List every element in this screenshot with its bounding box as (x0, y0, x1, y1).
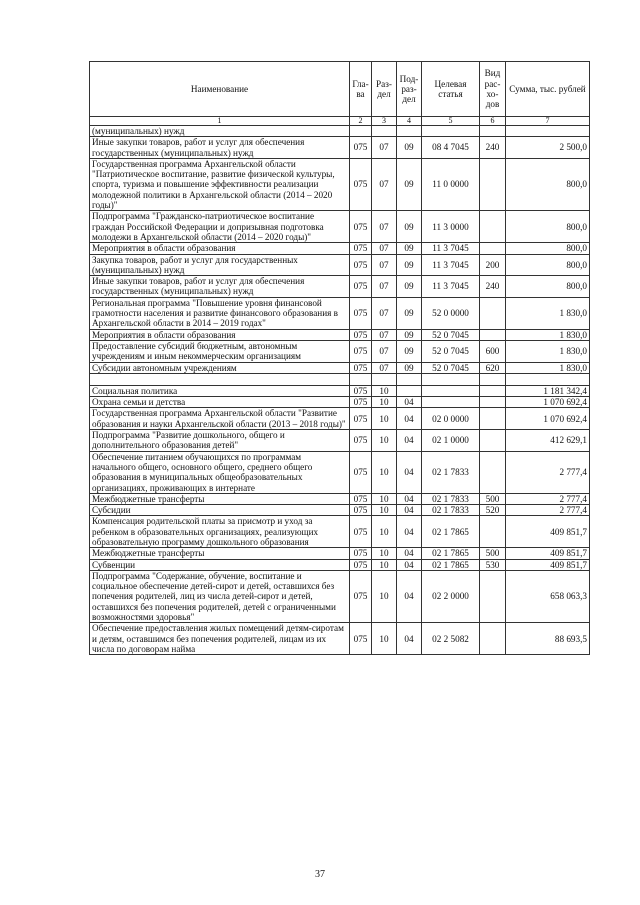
cell-razdel: 10 (372, 408, 397, 430)
cell-target: 02 1 7865 (422, 516, 480, 548)
cell-glava: 075 (350, 385, 372, 396)
cell-name: Подпрограмма "Развитие дошкольного, общего и дополнительного образования детей" (90, 430, 350, 452)
cell-sum: 1 070 692,4 (506, 397, 590, 408)
cell-name: Мероприятия в области образования (90, 329, 350, 340)
cell-glava: 075 (350, 451, 372, 493)
cell-target: 02 2 5082 (422, 623, 480, 655)
cell-vid (480, 297, 506, 329)
cell-razdel: 10 (372, 451, 397, 493)
table-row (90, 451, 590, 493)
cell-podrazdel: 04 (397, 559, 422, 570)
table-row (90, 548, 590, 559)
cell-name: Субсидии (90, 505, 350, 516)
cell-target: 02 1 7865 (422, 548, 480, 559)
cell-name: Социальная политика (90, 385, 350, 396)
table-row (90, 570, 590, 622)
cell-glava: 075 (350, 548, 372, 559)
cell-sum: 409 851,7 (506, 559, 590, 570)
cell-podrazdel: 09 (397, 276, 422, 298)
cell-razdel: 07 (372, 211, 397, 243)
cell-sum: 409 851,7 (506, 516, 590, 548)
column-number: 6 (480, 117, 506, 126)
cell-glava: 075 (350, 430, 372, 452)
table-row (90, 362, 590, 373)
cell-glava: 075 (350, 158, 372, 210)
cell-podrazdel: 04 (397, 548, 422, 559)
cell-name: Иные закупки товаров, работ и услуг для обеспечения государственных (муниципальных) нужд (90, 137, 350, 159)
cell-podrazdel (397, 126, 422, 137)
cell-podrazdel: 09 (397, 243, 422, 254)
cell-razdel: 10 (372, 559, 397, 570)
cell-glava: 075 (350, 340, 372, 362)
cell-sum (506, 373, 590, 385)
budget-table (89, 61, 590, 655)
cell-podrazdel: 04 (397, 430, 422, 452)
table-row (90, 493, 590, 504)
table-row (90, 623, 590, 655)
cell-sum: 88 693,5 (506, 623, 590, 655)
cell-podrazdel: 04 (397, 408, 422, 430)
table-row (90, 430, 590, 452)
cell-razdel: 07 (372, 362, 397, 373)
cell-podrazdel: 09 (397, 137, 422, 159)
cell-target: 08 4 7045 (422, 137, 480, 159)
table-row (90, 408, 590, 430)
cell-glava: 075 (350, 570, 372, 622)
table-row (90, 329, 590, 340)
cell-sum: 2 500,0 (506, 137, 590, 159)
cell-podrazdel: 09 (397, 362, 422, 373)
cell-razdel: 07 (372, 276, 397, 298)
header-razdel: Раз-дел (372, 62, 397, 117)
cell-razdel: 10 (372, 516, 397, 548)
cell-podrazdel: 04 (397, 623, 422, 655)
cell-razdel: 10 (372, 623, 397, 655)
cell-glava: 075 (350, 243, 372, 254)
cell-target: 11 3 7045 (422, 276, 480, 298)
cell-glava (350, 373, 372, 385)
cell-name: Государственная программа Архангельской области "Патриотическое воспитание, развитие физической культуры, спорта, туризма и повышение эффективности реализации молодежной политики в Архангельской области (2014 – 2020 годы)" (90, 158, 350, 210)
cell-razdel: 07 (372, 254, 397, 276)
page-number: 37 (315, 869, 325, 880)
cell-vid (480, 211, 506, 243)
cell-sum: 1 181 342,4 (506, 385, 590, 396)
cell-podrazdel: 04 (397, 516, 422, 548)
header-name: Наименование (90, 62, 350, 117)
cell-sum: 1 830,0 (506, 329, 590, 340)
cell-podrazdel: 09 (397, 254, 422, 276)
cell-name: Государственная программа Архангельской области "Развитие образования и науки Архангельской области (2013 – 2018 годы)" (90, 408, 350, 430)
cell-target (422, 385, 480, 396)
cell-sum: 658 063,3 (506, 570, 590, 622)
column-number: 1 (90, 117, 350, 126)
cell-glava: 075 (350, 362, 372, 373)
cell-name: Региональная программа "Повышение уровня финансовой грамотности населения и развитие финансового образования в Архангельской области в 2014 – 2019 годах" (90, 297, 350, 329)
cell-podrazdel: 09 (397, 329, 422, 340)
cell-name: Обеспечение предоставления жилых помещений детям-сиротам и детям, оставшимся без попечения родителей, лицам из их числа по договорам найма (90, 623, 350, 655)
cell-target: 52 0 7045 (422, 362, 480, 373)
cell-podrazdel (397, 373, 422, 385)
cell-target: 02 2 0000 (422, 570, 480, 622)
cell-name: Подпрограмма "Содержание, обучение, воспитание и социальное обеспечение детей-сирот и детей, оставшихся без попечения родителей, лиц из числа детей-сирот и детей, оставшихся без попечения родителей, детей с ограниченными возможностями здоровья" (90, 570, 350, 622)
cell-target (422, 397, 480, 408)
cell-name: Охрана семьи и детства (90, 397, 350, 408)
cell-vid (480, 373, 506, 385)
cell-vid: 500 (480, 548, 506, 559)
cell-podrazdel: 09 (397, 297, 422, 329)
cell-podrazdel: 04 (397, 570, 422, 622)
cell-podrazdel: 04 (397, 397, 422, 408)
column-number: 2 (350, 117, 372, 126)
cell-vid: 600 (480, 340, 506, 362)
cell-name (90, 373, 350, 385)
header-vid: Вид рас-хо-дов (480, 62, 506, 117)
table-row (90, 373, 590, 385)
table-row (90, 505, 590, 516)
cell-razdel: 07 (372, 137, 397, 159)
cell-razdel: 10 (372, 548, 397, 559)
cell-target: 11 3 7045 (422, 254, 480, 276)
cell-target: 52 0 7045 (422, 340, 480, 362)
header-podrazdel: Под-раз-дел (397, 62, 422, 117)
cell-razdel: 07 (372, 243, 397, 254)
cell-target: 02 1 7833 (422, 505, 480, 516)
cell-razdel: 10 (372, 430, 397, 452)
column-number-row (90, 117, 590, 126)
cell-sum: 1 830,0 (506, 362, 590, 373)
cell-vid (480, 623, 506, 655)
cell-glava: 075 (350, 211, 372, 243)
cell-sum: 412 629,1 (506, 430, 590, 452)
cell-name: Иные закупки товаров, работ и услуг для обеспечения государственных (муниципальных) нужд (90, 276, 350, 298)
cell-target: 52 0 0000 (422, 297, 480, 329)
cell-sum: 2 777,4 (506, 451, 590, 493)
column-number: 3 (372, 117, 397, 126)
table-row (90, 211, 590, 243)
cell-sum: 1 830,0 (506, 297, 590, 329)
table-row (90, 559, 590, 570)
cell-razdel: 07 (372, 340, 397, 362)
cell-vid: 240 (480, 276, 506, 298)
cell-glava: 075 (350, 137, 372, 159)
cell-name: Межбюджетные трансферты (90, 548, 350, 559)
cell-vid: 240 (480, 137, 506, 159)
cell-glava: 075 (350, 516, 372, 548)
cell-podrazdel: 04 (397, 505, 422, 516)
cell-vid (480, 385, 506, 396)
cell-podrazdel: 04 (397, 451, 422, 493)
cell-name: Предоставление субсидий бюджетным, автономным учреждениям и иным некоммерческим организациям (90, 340, 350, 362)
cell-name: Мероприятия в области образования (90, 243, 350, 254)
cell-sum: 800,0 (506, 254, 590, 276)
cell-razdel: 10 (372, 570, 397, 622)
column-number: 7 (506, 117, 590, 126)
cell-name: Межбюджетные трансферты (90, 493, 350, 504)
cell-sum (506, 126, 590, 137)
cell-vid: 620 (480, 362, 506, 373)
cell-sum: 1 830,0 (506, 340, 590, 362)
table-row (90, 516, 590, 548)
cell-razdel: 10 (372, 397, 397, 408)
cell-name: Субсидии автономным учреждениям (90, 362, 350, 373)
column-number: 5 (422, 117, 480, 126)
cell-target: 02 1 0000 (422, 430, 480, 452)
cell-vid: 500 (480, 493, 506, 504)
cell-target: 11 3 7045 (422, 243, 480, 254)
cell-target: 02 1 7833 (422, 493, 480, 504)
cell-razdel: 10 (372, 505, 397, 516)
cell-razdel (372, 126, 397, 137)
cell-sum: 1 070 692,4 (506, 408, 590, 430)
cell-vid (480, 243, 506, 254)
cell-name: Закупка товаров, работ и услуг для государственных (муниципальных) нужд (90, 254, 350, 276)
cell-glava (350, 126, 372, 137)
cell-vid (480, 126, 506, 137)
table-row (90, 297, 590, 329)
table-row (90, 137, 590, 159)
cell-target (422, 126, 480, 137)
table-row (90, 340, 590, 362)
cell-razdel: 10 (372, 493, 397, 504)
cell-podrazdel (397, 385, 422, 396)
cell-sum: 800,0 (506, 211, 590, 243)
table-row (90, 276, 590, 298)
cell-target: 02 0 0000 (422, 408, 480, 430)
cell-target: 11 0 0000 (422, 158, 480, 210)
cell-glava: 075 (350, 623, 372, 655)
cell-glava: 075 (350, 276, 372, 298)
cell-sum: 800,0 (506, 158, 590, 210)
cell-vid (480, 408, 506, 430)
cell-name: Субвенции (90, 559, 350, 570)
cell-podrazdel: 09 (397, 211, 422, 243)
cell-vid (480, 570, 506, 622)
header-glava: Гла-ва (350, 62, 372, 117)
cell-razdel (372, 373, 397, 385)
cell-glava: 075 (350, 559, 372, 570)
cell-glava: 075 (350, 397, 372, 408)
table-row (90, 126, 590, 137)
cell-vid: 520 (480, 505, 506, 516)
cell-glava: 075 (350, 254, 372, 276)
cell-vid (480, 329, 506, 340)
cell-name: Подпрограмма "Гражданско-патриотическое воспитание граждан Российской Федерации и допризывная подготовка молодежи в Архангельской области (2014 – 2020 годы)" (90, 211, 350, 243)
budget-table-body (90, 126, 590, 655)
cell-vid (480, 430, 506, 452)
cell-target: 02 1 7865 (422, 559, 480, 570)
cell-target (422, 373, 480, 385)
cell-vid: 200 (480, 254, 506, 276)
cell-glava: 075 (350, 297, 372, 329)
cell-target: 52 0 7045 (422, 329, 480, 340)
cell-sum: 409 851,7 (506, 548, 590, 559)
cell-sum: 2 777,4 (506, 493, 590, 504)
table-row (90, 385, 590, 396)
table-row (90, 397, 590, 408)
cell-glava: 075 (350, 493, 372, 504)
cell-podrazdel: 09 (397, 158, 422, 210)
table-row (90, 158, 590, 210)
column-number: 4 (397, 117, 422, 126)
cell-razdel: 07 (372, 158, 397, 210)
cell-vid (480, 397, 506, 408)
header-target: Целевая статья (422, 62, 480, 117)
cell-podrazdel: 04 (397, 493, 422, 504)
cell-sum: 800,0 (506, 276, 590, 298)
cell-vid: 530 (480, 559, 506, 570)
cell-sum: 2 777,4 (506, 505, 590, 516)
table-row (90, 254, 590, 276)
cell-razdel: 07 (372, 297, 397, 329)
cell-razdel: 07 (372, 329, 397, 340)
cell-target: 11 3 0000 (422, 211, 480, 243)
cell-vid (480, 158, 506, 210)
cell-podrazdel: 09 (397, 340, 422, 362)
header-row (90, 62, 590, 117)
cell-sum: 800,0 (506, 243, 590, 254)
cell-vid (480, 451, 506, 493)
cell-target: 02 1 7833 (422, 451, 480, 493)
header-sum: Сумма, тыс. рублей (506, 62, 590, 117)
table-row (90, 243, 590, 254)
cell-name: Компенсация родительской платы за присмотр и уход за ребенком в образовательных организациях, реализующих образовательную программу дошкольного образования (90, 516, 350, 548)
cell-name: Обеспечение питанием обучающихся по программам начального общего, основного общего, среднего общего образования в муниципальных общеобразовательных организациях, проживающих в интернате (90, 451, 350, 493)
cell-name: (муниципальных) нужд (90, 126, 350, 137)
cell-glava: 075 (350, 408, 372, 430)
cell-vid (480, 516, 506, 548)
cell-razdel: 10 (372, 385, 397, 396)
cell-glava: 075 (350, 505, 372, 516)
cell-glava: 075 (350, 329, 372, 340)
